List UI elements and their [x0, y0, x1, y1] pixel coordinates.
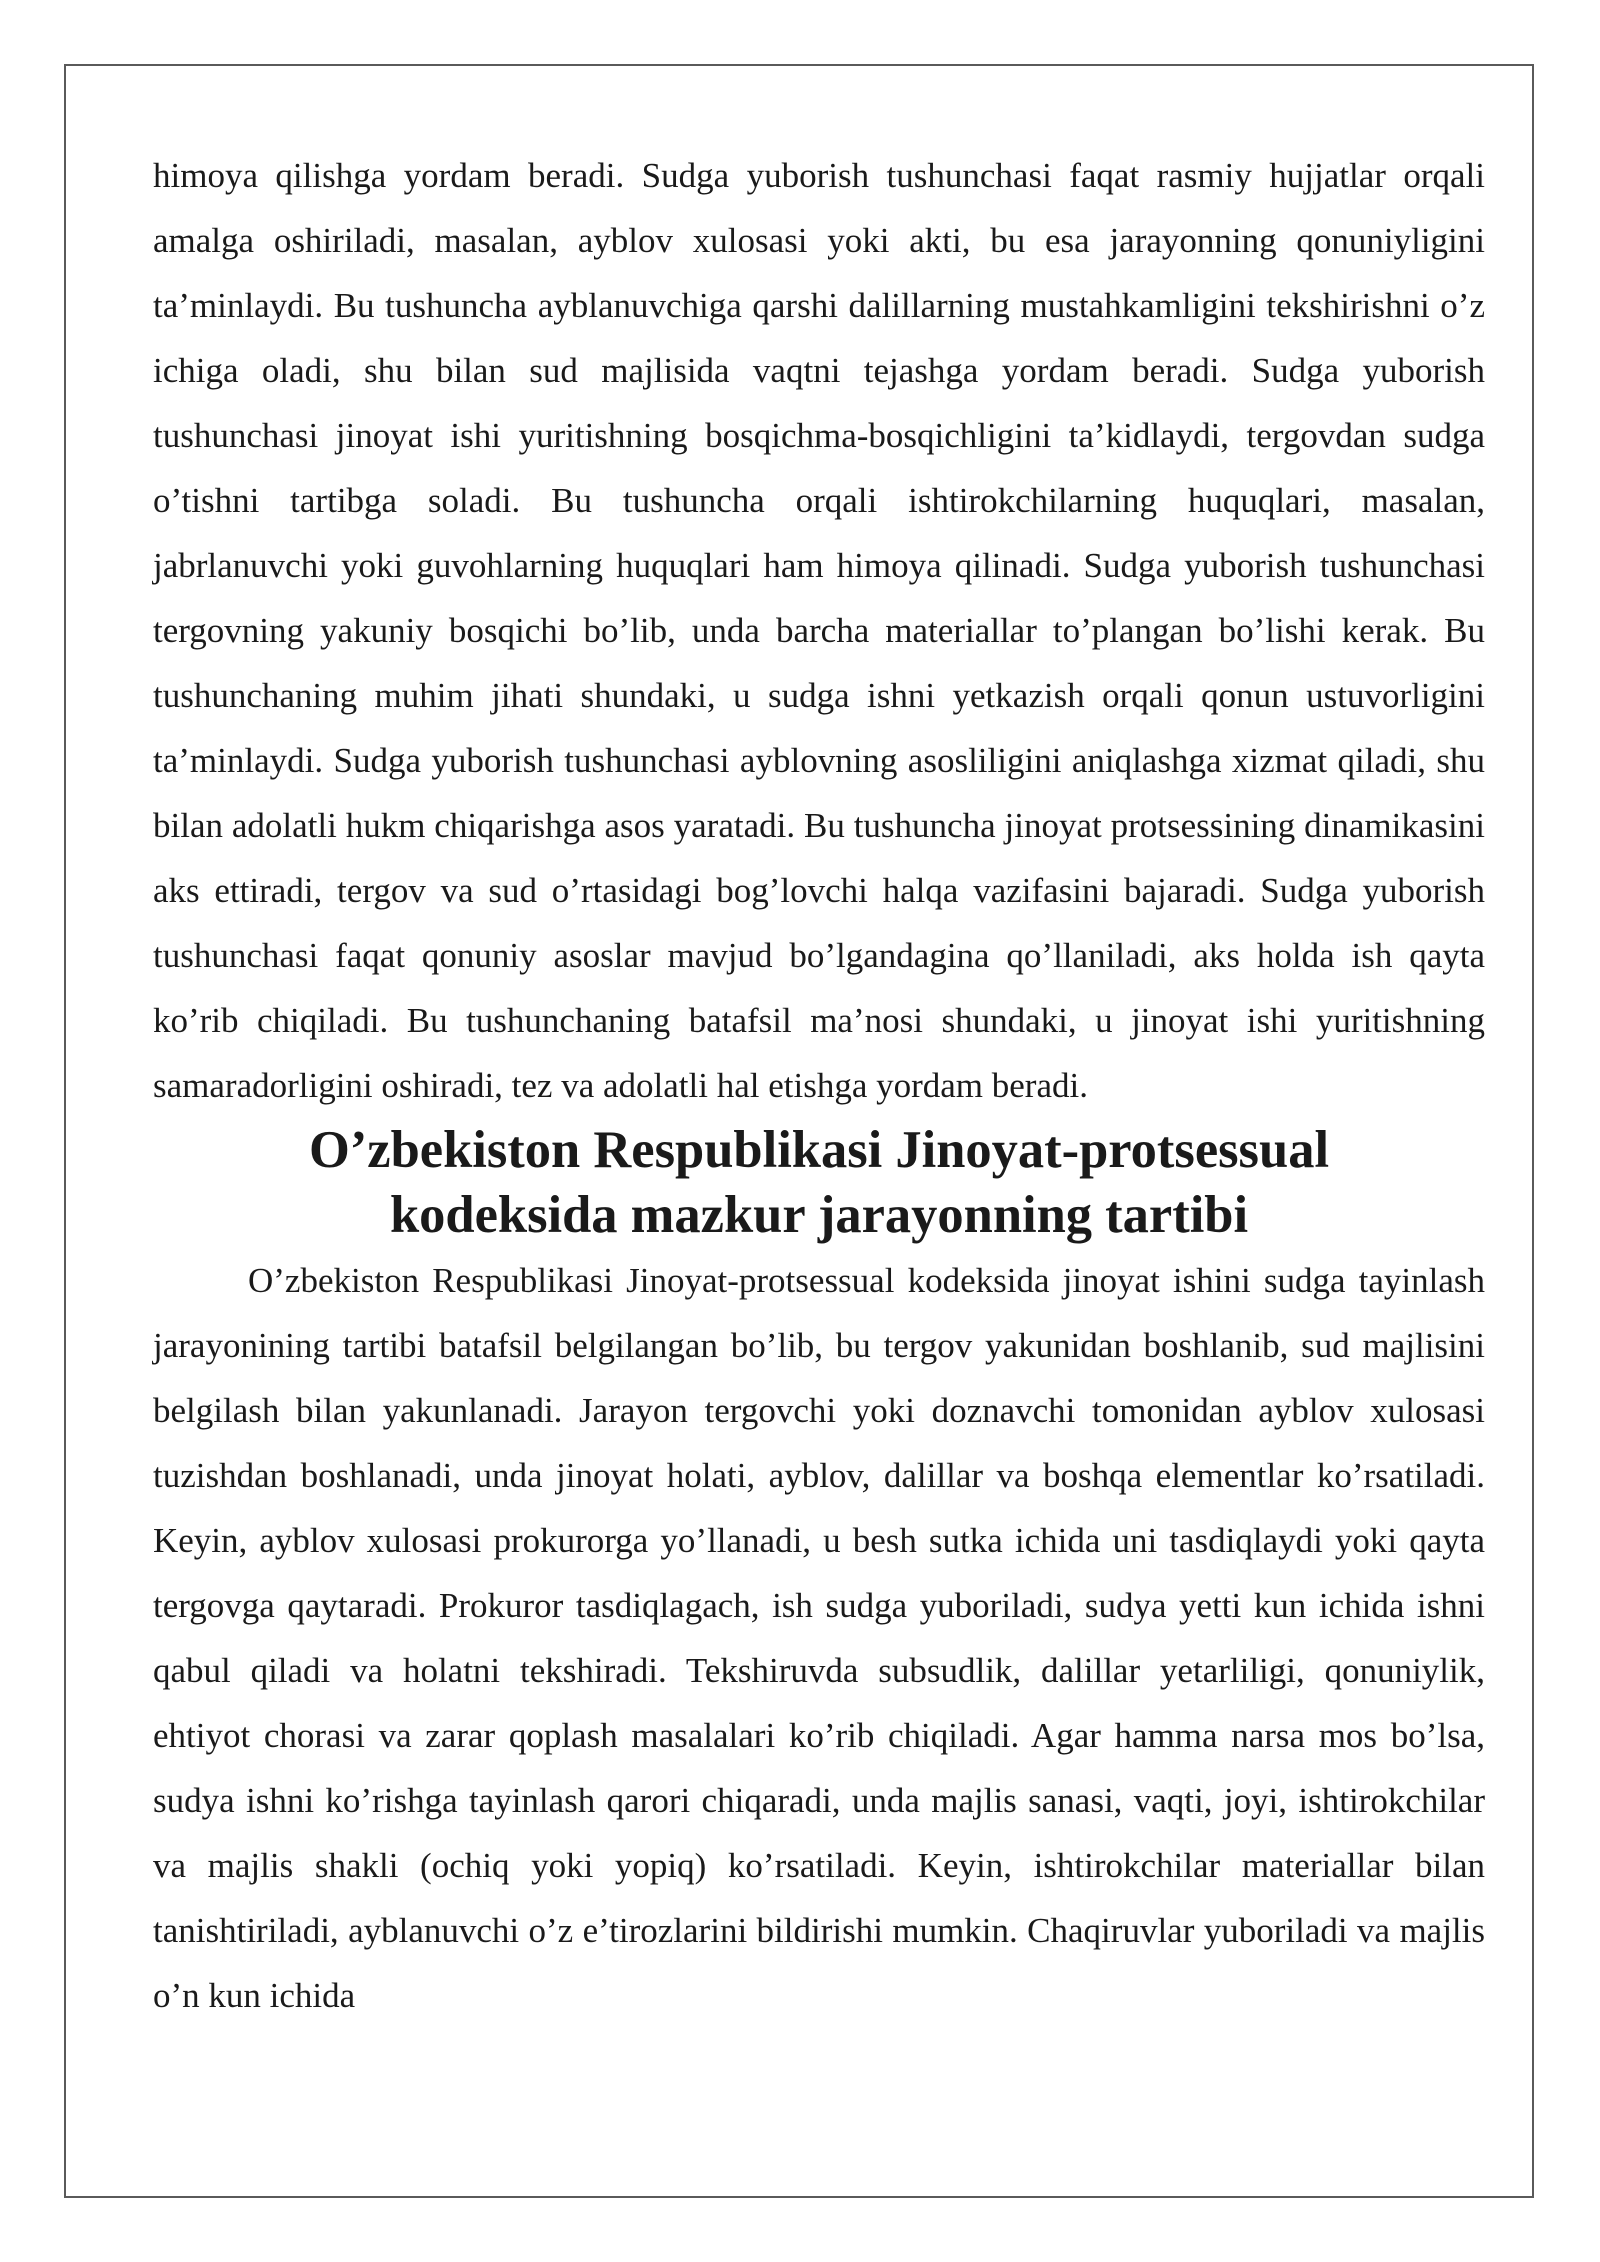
paragraph-continuation: himoya qilishga yordam beradi. Sudga yuborish tushunchasi faqat rasmiy hujjatlar orqali amalga oshiriladi, masalan, ayblov xulosasi yoki akti, bu esa jarayonning qonuniyligini ta’minlaydi. Bu tushuncha ayblanuvchiga qarshi dalillarning mustahkamligini tekshirishni o’z ichiga oladi, shu bilan sud majlisida vaqtni tejashga yordam beradi. Sudga yuborish tushunchasi jinoyat ishi yuritishning bosqichma-bosqichligini ta’kidlaydi, tergovdan sudga o’tishni tartibga soladi. Bu tushuncha orqali ishtirokchilarning huquqlari, masalan, jabrlanuvchi yoki guvohlarning huquqlari ham himoya qilinadi. Sudga yuborish tushunchasi tergovning yakuniy bosqichi bo’lib, unda barcha materiallar to’plangan bo’lishi kerak. Bu tushunchaning muhim jihati shundaki, u sudga ishni yetkazish orqali qonun ustuvorligini ta’minlaydi. Sudga yuborish tushunchasi ayblovning asosliligini aniqlashga xizmat qiladi, shu bilan adolatli hukm chiqarishga asos yaratadi. Bu tushuncha jinoyat protsessining dinamikasini aks ettiradi, tergov va sud o’rtasidagi bog’lovchi halqa vazifasini bajaradi. Sudga yuborish tushunchasi faqat qonuniy asoslar mavjud bo’lgandagina qo’llaniladi, aks holda ish qayta ko’rib chiqiladi. Bu tushunchaning batafsil ma’nosi shundaki, u jinoyat ishi yuritishning samaradorligini oshiradi, tez va adolatli hal etishga yordam beradi. — [153, 156, 1485, 1105]
paragraph-procedure: O’zbekiston Respublikasi Jinoyat-protsessual kodeksida jinoyat ishini sudga tayinlash jarayonining tartibi batafsil belgilangan bo’lib, bu tergov yakunidan boshlanib, sud majlisini belgilash bilan yakunlanadi. Jarayon tergovchi yoki doznavchi tomonidan ayblov xulosasi tuzishdan boshlanadi, unda jinoyat holati, ayblov, dalillar va boshqa elementlar ko’rsatiladi. Keyin, ayblov xulosasi prokurorga yo’llanadi, u besh sutka ichida uni tasdiqlaydi yoki qayta tergovga qaytaradi. Prokuror tasdiqlagach, ish sudga yuboriladi, sudya yetti kun ichida ishni qabul qiladi va holatni tekshiradi. Tekshiruvda subsudlik, dalillar yetarliligi, qonuniylik, ehtiyot chorasi va zarar qoplash masalalari ko’rib chiqiladi. Agar hamma narsa mos bo’lsa, sudya ishni ko’rishga tayinlash qarori chiqaradi, unda majlis sanasi, vaqti, joyi, ishtirokchilar va majlis shakli (ochiq yoki yopiq) ko’rsatiladi. Keyin, ishtirokchilar materiallar bilan tanishtiriladi, ayblanuvchi o’z e’tirozlarini bildirishi mumkin. Chaqiruvlar yuboriladi va majlis o’n kun ichida — [153, 1261, 1485, 2015]
section-heading: O’zbekiston Respublikasi Jinoyat-protsessual kodeksida mazkur jarayonning tartibi — [308, 1121, 1330, 1244]
document-body — [153, 143, 1485, 2028]
